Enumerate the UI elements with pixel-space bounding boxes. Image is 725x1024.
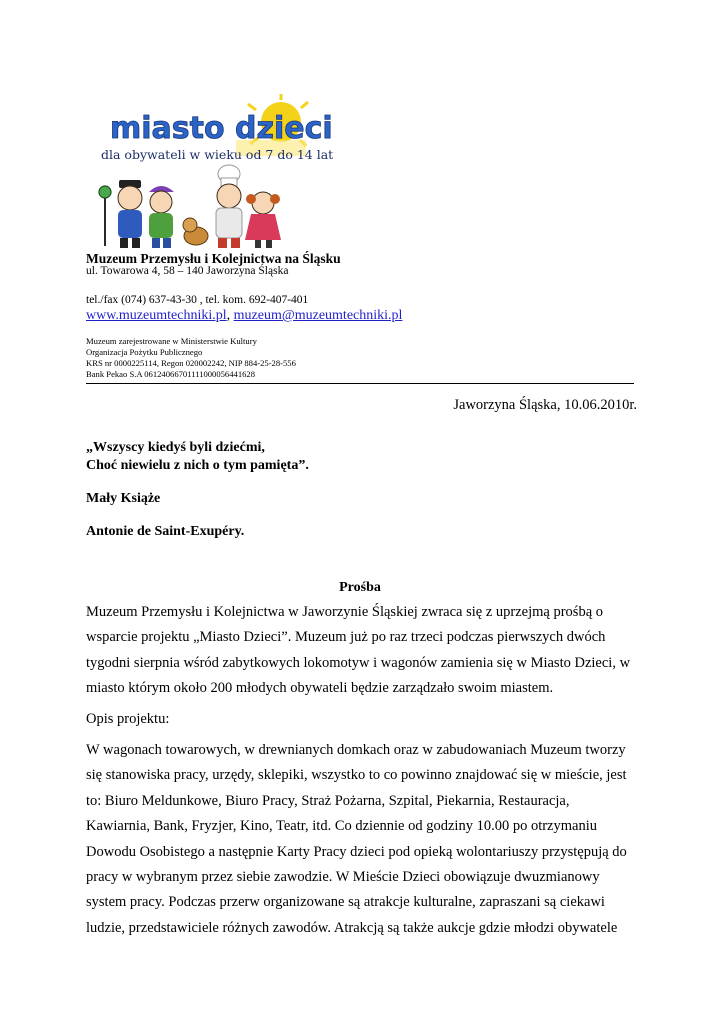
text-line: Dowodu Osobistego a następnie Karty Pracy dzieci pod opieką wolontariuszy przystępują do	[86, 843, 627, 860]
logo-title: miasto dzieci	[110, 111, 333, 146]
link-separator: ,	[226, 308, 234, 323]
registration-line: KRS nr 0000225114, Regon 020002242, NIP 884-25-28-556	[86, 358, 296, 368]
miasto-dzieci-logo	[86, 100, 334, 248]
quote-line: „Wszyscy kiedyś byli dziećmi,	[86, 440, 265, 455]
text-line: się stanowiska pracy, urzędy, sklepiki, wszystko to co powinno znajdować się w mieście, jest	[86, 767, 627, 784]
registration-line: Organizacja Pożytku Publicznego	[86, 347, 203, 357]
epigraph-quote	[86, 439, 309, 475]
text-line: Opis projektu:	[86, 711, 170, 727]
epigraph-author: Antonie de Saint-Exupéry.	[86, 524, 245, 539]
email-link[interactable]: muzeum@muzeumtechniki.pl	[233, 308, 403, 323]
website-link[interactable]: www.muzeumtechniki.pl	[86, 308, 227, 323]
institution-phone: tel./fax (074) 637-43-30 , tel. kom. 692-407-401	[86, 294, 309, 306]
registration-line: Bank Pekao S.A 06124066701111000056441628	[86, 369, 256, 379]
header-divider	[86, 383, 634, 384]
text-line: to: Biuro Meldunkowe, Biuro Pracy, Straż Pożarna, Szpital, Piekarnia, Restauracja,	[86, 792, 570, 809]
letter-date: Jaworzyna Śląska, 10.06.2010r.	[453, 397, 637, 413]
letter-title: Prośba	[339, 580, 381, 595]
text-line: ludzie, przedstawiciele różnych zawodów. Atrakcją są także aukcje gdzie młodzi obywatele	[86, 919, 618, 936]
text-line: W wagonach towarowych, w drewnianych domkach oraz w zabudowaniach Muzeum tworzy	[86, 742, 626, 758]
quote-line: Choć niewielu z nich o tym pamięta”.	[86, 458, 309, 473]
text-line: Kawiarnia, Bank, Fryzjer, Kino, Teatr, itd. Co dziennie od godziny 10.00 po otrzymaniu	[86, 818, 597, 835]
text-line: tygodni sierpnia wśród zabytkowych lokomotyw i wagonów zamienia się w Miasto Dzieci, w	[86, 654, 631, 671]
paragraph-request	[86, 600, 646, 702]
logo-subtitle: dla obywateli w wieku od 7 do 14 lat	[101, 147, 334, 162]
registration-line: Muzeum zarejestrowane w Ministerstwie Kultury	[86, 336, 257, 346]
epigraph-book: Mały Książe	[86, 491, 161, 506]
text-line: miasto którym około 200 młodych obywateli będzie zarządzało swoim miastem.	[86, 680, 554, 697]
paragraph-description	[86, 738, 646, 941]
institution-address: ul. Towarowa 4, 58 – 140 Jaworzyna Śląska	[86, 265, 289, 277]
text-line: pracy w wybranym przez siebie zawodzie. W Mieście Dzieci obowiązuje dwuzmianowy	[86, 869, 600, 886]
text-line: Muzeum Przemysłu i Kolejnictwa w Jaworzynie Śląskiej zwraca się z uprzejmą prośbą o	[86, 604, 604, 620]
institution-name: Muzeum Przemysłu i Kolejnictwa na Śląsku	[86, 251, 341, 266]
children-illustration	[99, 165, 281, 248]
contact-links	[86, 308, 402, 324]
text-line: wsparcie projektu „Miasto Dzieci”. Muzeum już po raz trzeci podczas pierwszych dwóch	[86, 629, 606, 646]
text-line: system pracy. Podczas przerw organizowane są atrakcje kulturalne, zapraszani są ciekawi	[86, 894, 605, 911]
registration-info	[86, 336, 296, 380]
paragraph-heading	[86, 707, 646, 732]
